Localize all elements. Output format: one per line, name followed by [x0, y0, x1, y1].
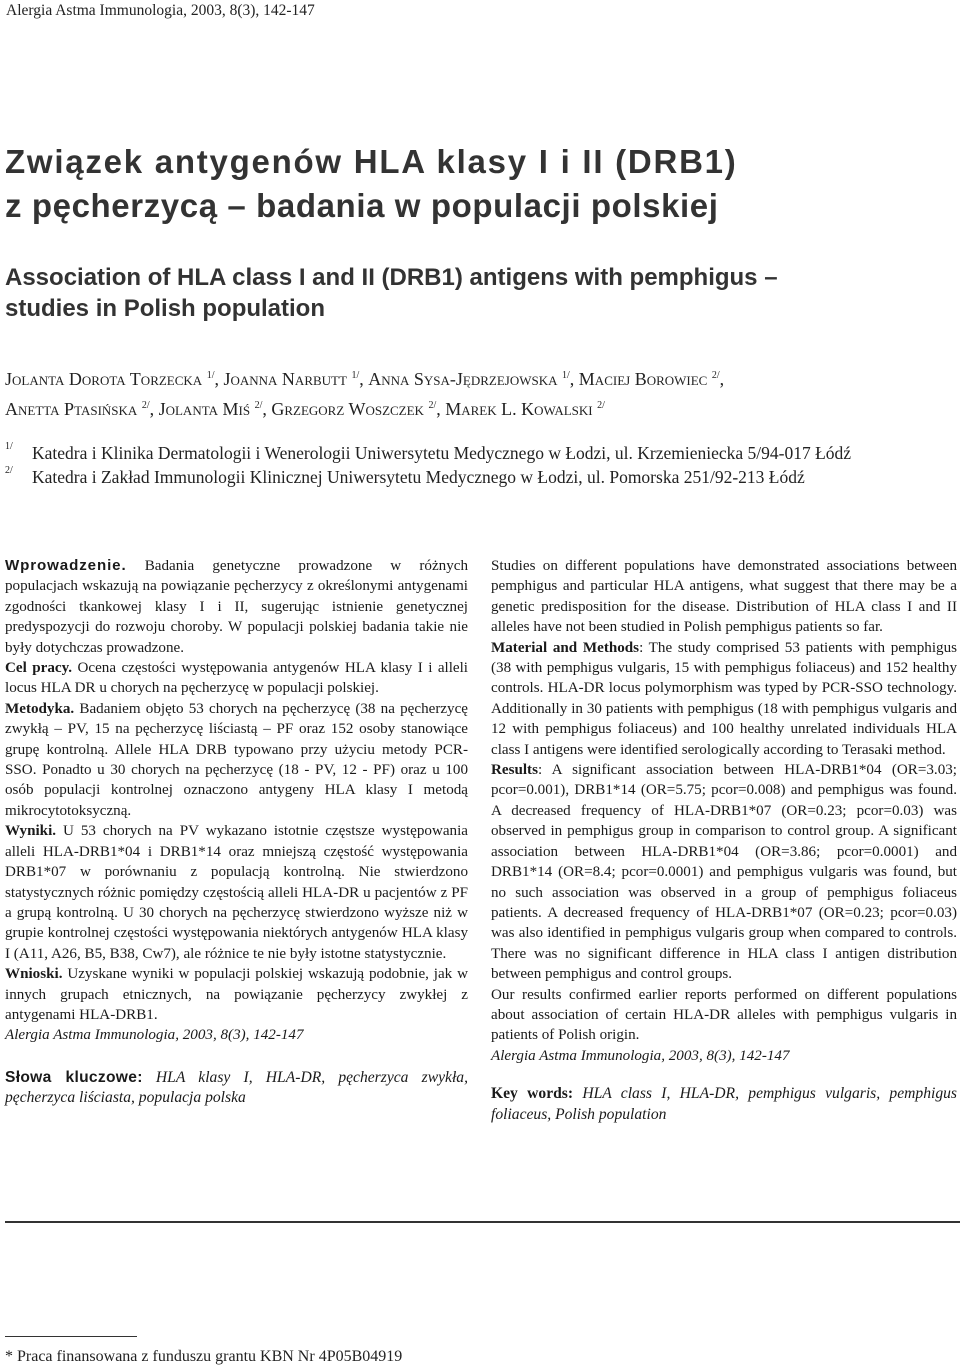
author-list: Jolanta Dorota Torzecka $^{1/}$, Joanna Narbutt $^{1/}$, Anna Sysa-Jędrzejowska $^{1/}$, Maciej Borowiec $^{2/}$, Anetta Ptasińska $^{2/}$, Jolanta Miś $^{2/}$, Grzegorz Woszczek $^{2/}$, Marek L. Kowalski $^{2/}$	[5, 369, 725, 419]
author-affiliation-marker: 2/	[141, 400, 150, 411]
keywords-polish-text: HLA klasy I, HLA-DR, pęcherzyca zwykła, pęcherzyca liściasta, populacja polska	[5, 1068, 468, 1107]
keywords-polish-label: Słowa kluczowe:	[5, 1068, 143, 1086]
abstract-en-citation: Alergia Astma Immunologia, 2003, 8(3), 142-147	[491, 1047, 790, 1064]
author-affiliation-marker: 2/	[711, 370, 720, 381]
abstract-pl-introduction-label: Wprowadzenie.	[5, 557, 127, 574]
title-english-line-1: Association of HLA class I and II (DRB1) antigens with pemphigus –	[5, 264, 778, 291]
author-name: Jolanta Dorota Torzecka	[5, 369, 203, 389]
abstract-pl-methods-text: Badaniem objęto 53 chorych na pęcherzycę (38 na pęcherzycę zwykłą – PV, 15 na pęcherzycę liściastą – PF oraz 152 osoby stanowiące grupę kontrolną. Allele HLA DRB typowano przy użyciu metody PCR-SSO. Ponadto u 30 chorych na pęcherzycę (18 - PV, 12 - PF) oraz u 100 osób populacji kontrolnej oznaczono antygeny HLA klasy I metodą mikrocytotoksyczną.	[5, 700, 468, 819]
abstract-en-results-text: : A significant association between HLA-DRB1*04 (OR=3.03; pcor=0.001), DRB1*14 (OR=5.75; pcor=0.008) and pemphigus was found. A decreased frequency of HLA-DRB1*07 (OR=0.23; pcor=0.03) was observed in pemphigus group in comparison to control group. A significant association between HLA-DRB1*04 (OR=3.86; pcor=0.0001) and DRB1*14 (OR=8.4; pcor=0.0001) and pemphigus vulgaris was found, but no such association was observed in a group of pemphigus foliaceus patients. A decreased frequency of HLA-DRB1*07 (OR=0.23; pcor=0.03) was also identified in pemphigus vulgaris group when compared to controls. There was no significant difference in HLA class I antigen distribution between pemphigus and control groups.	[491, 762, 957, 983]
abstract-pl-results-label: Wyniki.	[5, 823, 57, 840]
affiliation-marker: 1/	[5, 441, 13, 452]
abstract-pl-citation: Alergia Astma Immunologia, 2003, 8(3), 142-147	[5, 1027, 304, 1044]
abstract-english	[491, 556, 957, 1125]
author-affiliation-marker: 2/	[428, 400, 437, 411]
title-english	[5, 262, 955, 324]
author-affiliation-marker: 1/	[351, 370, 360, 381]
author-affiliation-marker: 1/	[206, 370, 215, 381]
author-affiliation-marker: 2/	[597, 400, 605, 411]
footnote-divider	[5, 1336, 137, 1337]
abstract-en-introduction: Studies on different populations have demonstrated associations between pemphigus and particular HLA antigens, what suggest that there may be a genetic predisposition for the disease. Distribution of HLA class I and II alleles have not been studied in Polish pemphigus patients so far.	[491, 558, 957, 636]
abstract-pl-introduction	[5, 556, 468, 658]
author-name: Anna Sysa-Jędrzejowska	[368, 369, 558, 389]
abstract-en-conclusion: Our results confirmed earlier reports performed on different populations about association of certain HLA-DR alleles with pemphigus vulgaris in patients of Polish origin.	[491, 986, 957, 1044]
abstract-pl-results	[5, 821, 468, 964]
affiliation-list	[5, 441, 955, 489]
section-divider	[5, 1221, 960, 1223]
author-name: Marek L. Kowalski	[445, 399, 593, 419]
abstract-pl-conclusions-text: Uzyskane wyniki w populacji polskiej wskazują podobnie, jak w innych grupach etnicznych, na powiązanie pęcherzycy zwykłej z antygenami HLA-DRB1.	[5, 966, 468, 1023]
abstract-polish	[5, 556, 468, 1109]
abstract-en-results	[491, 760, 957, 984]
abstract-pl-aim-text: Ocena częstości występowania antygenów HLA klasy I i alleli locus HLA DR u chorych na pęcherzycę w populacji polskiej.	[5, 660, 468, 697]
keywords-english-label: Key words:	[491, 1085, 574, 1103]
affiliation-marker: 2/	[5, 465, 13, 476]
author-name: Joanna Narbutt	[223, 369, 347, 389]
running-header: Alergia Astma Immunologia, 2003, 8(3), 142-147	[6, 2, 315, 19]
author-name: Anetta Ptasińska	[5, 399, 138, 419]
keywords-english	[491, 1084, 957, 1125]
keywords-english-text: HLA class I, HLA-DR, pemphigus vulgaris, pemphigus foliaceus, Polish population	[491, 1085, 957, 1123]
abstract-pl-introduction-text: Badania genetyczne prowadzone w różnych populacjach wskazują na powiązanie pęcherzycy z określonymi antygenami zgodności tkankowej klasy I i II, sugerując istnienie genetycznej predyspozycji do rozwoju choroby. W populacji polskiej badania takie nie były dotychczas prowadzone.	[5, 558, 468, 656]
author-affiliation-marker: 2/	[254, 400, 263, 411]
affiliation-text: Katedra i Klinika Dermatologii i Wenerologii Uniwersytetu Medycznego w Łodzi, ul. Krzemieniecka 5/94-017 Łódź	[32, 443, 852, 463]
funding-footnote: * Praca finansowana z funduszu grantu KBN Nr 4P05B04919	[5, 1348, 403, 1365]
abstract-pl-methods-label: Metodyka.	[5, 700, 75, 717]
affiliation-item	[5, 465, 955, 489]
abstract-en-methods	[491, 638, 957, 760]
author-name: Jolanta Miś	[158, 399, 251, 419]
title-english-line-2: studies in Polish population	[5, 295, 326, 322]
title-polish	[5, 140, 955, 228]
author-affiliation-marker: 1/	[562, 370, 570, 381]
abstract-pl-conclusions	[5, 964, 468, 1025]
abstract-en-results-label: Results	[491, 762, 538, 779]
abstract-pl-conclusions-label: Wnioski.	[5, 966, 63, 983]
abstract-en-methods-label: Material and Methods	[491, 639, 640, 656]
abstract-pl-methods	[5, 699, 468, 821]
affiliation-text: Katedra i Zakład Immunologii Klinicznej Uniwersytetu Medycznego w Łodzi, ul. Pomorska 251/92-213 Łódź	[32, 467, 805, 487]
title-polish-line-2: z pęcherzycą – badania w populacji polskiej	[5, 187, 719, 224]
abstract-pl-aim-label: Cel pracy.	[5, 660, 73, 677]
abstract-pl-aim	[5, 658, 468, 699]
keywords-polish	[5, 1068, 468, 1109]
author-name: Maciej Borowiec	[578, 369, 708, 389]
title-polish-line-1: Związek antygenów HLA klasy I i II (DRB1)	[5, 143, 738, 180]
abstract-en-methods-text: : The study comprised 53 patients with pemphigus (38 with pemphigus vulgaris, 15 with pemphigus foliaceus) and 152 healthy controls. HLA-DR locus polymorphism was typed by PCR-SSO technology. Additionally in 30 patients with pemphigus (18 with pemphigus vulgaris and 12 with pemphigus foliaceus) and 100 healthy unrelated individuals HLA class I antigens were identified serologically according to Terasaki method.	[491, 639, 958, 758]
abstract-pl-results-text: U 53 chorych na PV wykazano istotnie częstsze występowania alleli HLA-DRB1*04 i DRB1*14 oraz mniejszą częstość występowania DRB1*07 w porównaniu z populacją kontrolną. Nie stwierdzono statystycznych różnic pomiędzy częstością alleli HLA-DR u pacjentów z PF a grupą kontrolną. U 30 chorych na pęcherzycę stwierdzono wyższe niż w grupie kontrolnej częstości występowania niektórych antygenów HLA klasy I (A11, A26, B5, B38, Cw7), ale różnice te nie były istotne statystycznie.	[5, 823, 468, 962]
author-name: Grzegorz Woszczek	[271, 399, 424, 419]
affiliation-item	[5, 441, 955, 465]
